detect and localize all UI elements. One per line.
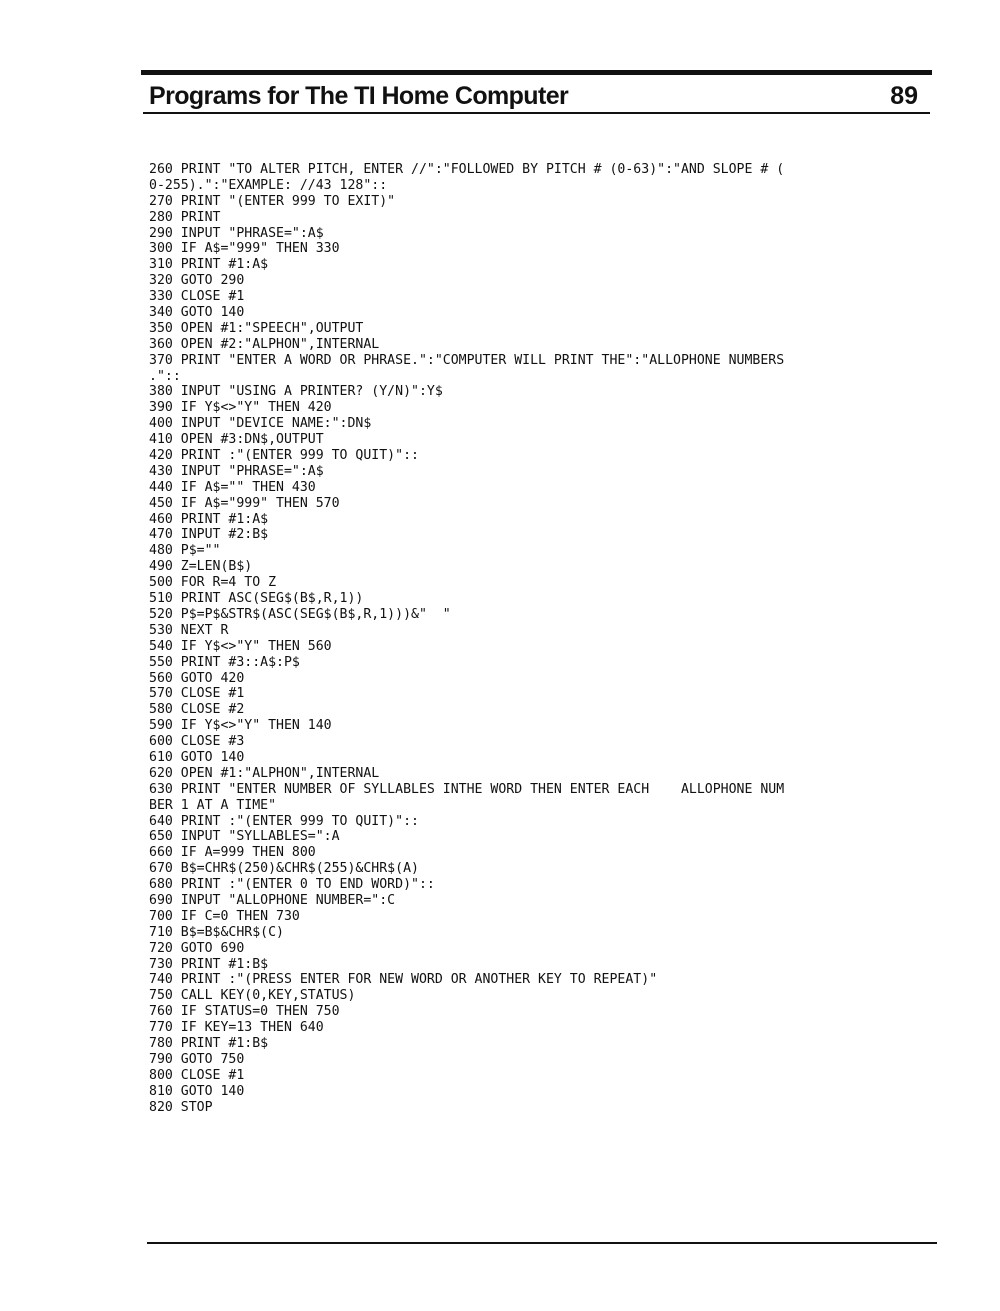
code-line: 600 CLOSE #3 xyxy=(149,734,245,750)
code-line: 750 CALL KEY(0,KEY,STATUS) xyxy=(149,988,356,1004)
code-line: 640 PRINT :"(ENTER 999 TO QUIT)":: xyxy=(149,813,419,829)
code-line: 670 B$=CHR$(250)&CHR$(255)&CHR$(A) xyxy=(149,861,419,877)
page-header xyxy=(143,80,930,114)
code-line: 700 IF C=0 THEN 730 xyxy=(149,908,300,924)
code-line: 540 IF Y$<>"Y" THEN 560 xyxy=(149,638,332,654)
code-line: 440 IF A$="" THEN 430 xyxy=(149,479,316,495)
code-line: 520 P$=P$&STR$(ASC(SEG$(B$,R,1)))&" " xyxy=(149,606,451,622)
code-line: 370 PRINT "ENTER A WORD OR PHRASE.":"COMPUTER WILL PRINT THE":"ALLOPHONE NUMBERS xyxy=(149,352,785,368)
code-line: .":: xyxy=(149,368,181,384)
code-line: 400 INPUT "DEVICE NAME:":DN$ xyxy=(149,416,372,432)
code-line: 800 CLOSE #1 xyxy=(149,1067,245,1083)
code-line: 0-255).":"EXAMPLE: //43 128":: xyxy=(149,177,388,193)
program-listing xyxy=(149,162,929,1115)
code-line: 290 INPUT "PHRASE=":A$ xyxy=(149,225,324,241)
code-line: 270 PRINT "(ENTER 999 TO EXIT)" xyxy=(149,193,396,209)
code-line: 780 PRINT #1:B$ xyxy=(149,1035,269,1051)
code-line: 770 IF KEY=13 THEN 640 xyxy=(149,1020,324,1036)
code-line: 710 B$=B$&CHR$(C) xyxy=(149,924,284,940)
code-line: 470 INPUT #2:B$ xyxy=(149,527,269,543)
code-line: 590 IF Y$<>"Y" THEN 140 xyxy=(149,718,332,734)
bottom-rule xyxy=(147,1242,937,1244)
code-line: 280 PRINT xyxy=(149,209,221,225)
code-line: 410 OPEN #3:DN$,OUTPUT xyxy=(149,432,324,448)
code-line: 570 CLOSE #1 xyxy=(149,686,245,702)
code-line: 500 FOR R=4 TO Z xyxy=(149,575,277,591)
code-line: 680 PRINT :"(ENTER 0 TO END WORD)":: xyxy=(149,877,435,893)
code-line: 310 PRINT #1:A$ xyxy=(149,257,269,273)
code-line: 740 PRINT :"(PRESS ENTER FOR NEW WORD OR ANOTHER KEY TO REPEAT)" xyxy=(149,972,658,988)
code-line: BER 1 AT A TIME" xyxy=(149,797,277,813)
code-line: 730 PRINT #1:B$ xyxy=(149,956,269,972)
code-line: 620 OPEN #1:"ALPHON",INTERNAL xyxy=(149,765,380,781)
page-number: 89 xyxy=(890,82,918,110)
code-line: 810 GOTO 140 xyxy=(149,1083,245,1099)
code-line: 530 NEXT R xyxy=(149,622,229,638)
code-line: 650 INPUT "SYLLABLES=":A xyxy=(149,829,340,845)
page-title: Programs for The TI Home Computer xyxy=(149,82,569,110)
code-line: 760 IF STATUS=0 THEN 750 xyxy=(149,1004,340,1020)
code-line: 720 GOTO 690 xyxy=(149,940,245,956)
code-line: 430 INPUT "PHRASE=":A$ xyxy=(149,463,324,479)
code-line: 480 P$="" xyxy=(149,543,221,559)
code-line: 630 PRINT "ENTER NUMBER OF SYLLABLES INTHE WORD THEN ENTER EACH ALLOPHONE NUM xyxy=(149,781,785,797)
code-line: 510 PRINT ASC(SEG$(B$,R,1)) xyxy=(149,591,364,607)
code-line: 360 OPEN #2:"ALPHON",INTERNAL xyxy=(149,336,380,352)
code-line: 350 OPEN #1:"SPEECH",OUTPUT xyxy=(149,320,364,336)
code-line: 560 GOTO 420 xyxy=(149,670,245,686)
code-line: 420 PRINT :"(ENTER 999 TO QUIT)":: xyxy=(149,448,419,464)
code-line: 460 PRINT #1:A$ xyxy=(149,511,269,527)
code-line: 690 INPUT "ALLOPHONE NUMBER=":C xyxy=(149,892,396,908)
code-line: 340 GOTO 140 xyxy=(149,305,245,321)
code-line: 450 IF A$="999" THEN 570 xyxy=(149,495,340,511)
code-line: 820 STOP xyxy=(149,1099,213,1115)
code-line: 610 GOTO 140 xyxy=(149,749,245,765)
code-line: 330 CLOSE #1 xyxy=(149,289,245,305)
code-line: 580 CLOSE #2 xyxy=(149,702,245,718)
code-line: 790 GOTO 750 xyxy=(149,1051,245,1067)
code-line: 490 Z=LEN(B$) xyxy=(149,559,253,575)
code-line: 550 PRINT #3::A$:P$ xyxy=(149,654,300,670)
code-line: 260 PRINT "TO ALTER PITCH, ENTER //":"FOLLOWED BY PITCH # (0-63)":"AND SLOPE # ( xyxy=(149,162,785,177)
code-line: 380 INPUT "USING A PRINTER? (Y/N)":Y$ xyxy=(149,384,443,400)
code-line: 300 IF A$="999" THEN 330 xyxy=(149,241,340,257)
top-rule xyxy=(141,70,932,75)
code-line: 390 IF Y$<>"Y" THEN 420 xyxy=(149,400,332,416)
code-line: 660 IF A=999 THEN 800 xyxy=(149,845,316,861)
code-line: 320 GOTO 290 xyxy=(149,273,245,289)
